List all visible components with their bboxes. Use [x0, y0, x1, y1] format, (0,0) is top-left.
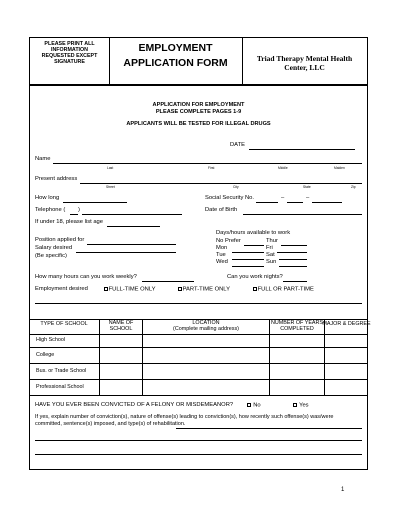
day-mon-label: Mon [216, 245, 228, 251]
company-name-line-2: Center, LLC [284, 63, 325, 72]
company-cell [242, 38, 367, 84]
dob-label: Date of Birth [205, 207, 238, 213]
education-header-type-text: TYPE OF SCHOOL [40, 321, 88, 327]
checkbox-icon[interactable] [253, 287, 257, 291]
day-sat-label: Sat [266, 252, 275, 258]
name-sub-middle: Middle [278, 166, 288, 170]
day-tue-label: Tue [216, 252, 226, 258]
education-cell-input[interactable] [325, 335, 368, 348]
education-cell-input[interactable] [270, 364, 325, 380]
name-sub-maiden: Maiden [334, 166, 345, 170]
present-address-field[interactable] [80, 183, 362, 184]
intro-line-3: APPLICANTS WILL BE TESTED FOR ILLEGAL DRUGS [126, 121, 271, 127]
education-header-location-line-1: LOCATION [192, 320, 220, 326]
form-title-line-2: APPLICATION FORM [123, 57, 228, 69]
education-header-years-line-2: COMPLETED [280, 326, 314, 332]
name-label: Name [35, 156, 51, 162]
day-wed-field[interactable] [232, 266, 264, 267]
position-label: Position applied for [35, 237, 85, 243]
section-divider [35, 303, 362, 304]
ssn-field-3[interactable] [312, 202, 342, 203]
education-cell-input[interactable] [100, 335, 143, 348]
conviction-explain-field[interactable] [176, 428, 362, 429]
day-sun-field[interactable] [279, 266, 307, 267]
notice-cell [30, 38, 110, 84]
date-field[interactable] [249, 149, 355, 150]
notice-line-4: SIGNATURE [54, 59, 85, 65]
conviction-option-no[interactable] [247, 403, 261, 409]
option-full-time-label: FULL-TIME ONLY [108, 286, 156, 293]
ssn-dash-1: – [281, 195, 285, 201]
nights-label: Can you work nights? [227, 274, 283, 280]
education-cell-input[interactable] [143, 364, 270, 380]
page-number: 1 [341, 487, 345, 493]
education-cell-input[interactable] [270, 348, 325, 364]
option-full-or-part-time[interactable] [253, 287, 314, 293]
education-header-name-line-1: NAME OF [108, 320, 134, 326]
header-box [29, 37, 368, 85]
address-sub-zip: Zip [351, 185, 356, 189]
conviction-explain-line-1: If yes, explain number of conviction(s), nature of offense(s) leading to conviction(s), how recently such offense(s) was/were [35, 414, 334, 420]
ssn-field-1[interactable] [256, 202, 278, 203]
checkbox-icon[interactable] [104, 287, 108, 291]
ssn-dash-2: – [306, 195, 310, 201]
address-sub-city: City [233, 185, 239, 189]
table-row [29, 364, 100, 380]
conviction-option-yes[interactable] [293, 403, 309, 409]
day-thur-label: Thur [266, 238, 278, 244]
nights-field[interactable] [283, 281, 307, 282]
education-cell-input[interactable] [270, 380, 325, 396]
education-cell-input[interactable] [100, 380, 143, 396]
education-cell-input[interactable] [325, 380, 368, 396]
intro-line-1: APPLICATION FOR EMPLOYMENT [152, 102, 245, 108]
employment-desired-label: Employment desired [35, 286, 88, 292]
education-cell-input[interactable] [325, 348, 368, 364]
notice-line-3: REQUESTED EXCEPT [41, 53, 98, 59]
intro-line-2: PLEASE COMPLETE PAGES 1-9 [155, 109, 242, 115]
education-header-location [143, 320, 270, 335]
ssn-label: Social Security No. [205, 195, 254, 201]
education-header-name-line-2: SCHOOL [109, 326, 133, 332]
table-row [29, 380, 100, 396]
day-mon-field[interactable] [232, 252, 264, 253]
education-cell-input[interactable] [143, 335, 270, 348]
hours-weekly-label: How many hours can you work weekly? [35, 274, 137, 280]
table-row [29, 348, 100, 364]
education-header-type [29, 320, 100, 335]
how-long-label: How long [35, 195, 60, 201]
days-hours-label: Days/hours available to work [216, 230, 291, 236]
under-18-label: If under 18, please list age [35, 219, 103, 225]
conviction-no-label: No [253, 402, 261, 409]
checkbox-icon[interactable] [293, 403, 297, 407]
day-fri-field[interactable] [277, 252, 307, 253]
day-fri-label: Fri [266, 245, 273, 251]
telephone-close-paren: ) [78, 207, 80, 213]
notice-line-2: INFORMATION [51, 47, 88, 53]
education-row-label: Bus. or Trade School [36, 368, 87, 374]
salary-label: Salary desired [35, 245, 73, 251]
option-part-time[interactable] [178, 287, 230, 293]
education-cell-input[interactable] [100, 348, 143, 364]
name-sub-last: Last [107, 166, 114, 170]
education-table [29, 319, 371, 395]
conviction-yes-label: Yes [299, 402, 309, 409]
title-cell [109, 38, 243, 84]
telephone-label: Telephone ( [35, 207, 66, 213]
day-no-prefer-field[interactable] [244, 245, 264, 246]
address-sub-street: Street [106, 185, 115, 189]
conviction-explain-line-2: committed, sentence(s) imposed, and type(s) of rehabilitation. [35, 421, 186, 427]
name-sub-first: First [208, 166, 215, 170]
option-full-time[interactable] [104, 287, 156, 293]
dob-field[interactable] [243, 214, 362, 215]
education-row-label: High School [36, 337, 66, 343]
education-row-label: Professional School [36, 384, 84, 390]
company-name-line-1: Triad Therapy Mental Health [256, 54, 353, 63]
telephone-area-code-field[interactable] [70, 214, 78, 215]
day-thur-field[interactable] [281, 245, 307, 246]
education-header-years-line-1: NUMBER OF YEARS [270, 320, 324, 326]
be-specific-label: (Be specific) [35, 253, 67, 259]
education-cell-input[interactable] [143, 380, 270, 396]
how-long-field[interactable] [63, 202, 127, 203]
education-header-major-text: MAJOR & DEGREE [322, 321, 371, 327]
ssn-field-2[interactable] [287, 202, 303, 203]
option-full-or-part-time-label: FULL OR PART-TIME [257, 286, 314, 293]
option-part-time-label: PART-TIME ONLY [182, 286, 230, 293]
day-wed-label: Wed [216, 259, 228, 265]
hours-weekly-field[interactable] [142, 281, 194, 282]
day-tue-field[interactable] [232, 259, 264, 260]
education-cell-input[interactable] [325, 364, 368, 380]
date-label: DATE [230, 142, 246, 148]
checkbox-icon[interactable] [247, 403, 251, 407]
under-18-age-field[interactable] [107, 226, 160, 227]
education-cell-input[interactable] [270, 335, 325, 348]
address-sub-state: State [303, 185, 311, 189]
notice-line-1: PLEASE PRINT ALL [44, 41, 95, 47]
education-header-location-line-2: (Complete mailing address) [173, 326, 239, 332]
conviction-question: HAVE YOU EVER BEEN CONVICTED OF A FELONY OR MISDEMEANOR? [35, 402, 234, 408]
education-header-name [100, 320, 143, 335]
conviction-explain-field[interactable] [35, 454, 362, 455]
day-sat-field[interactable] [279, 259, 307, 260]
present-address-label: Present address [35, 176, 78, 182]
salary-field[interactable] [76, 252, 176, 253]
telephone-field[interactable] [82, 214, 182, 215]
day-sun-label: Sun [266, 259, 277, 265]
education-cell-input[interactable] [100, 364, 143, 380]
day-no-prefer-label: No Prefer [216, 238, 241, 244]
table-row [29, 335, 100, 348]
name-field[interactable] [53, 163, 362, 164]
education-cell-input[interactable] [143, 348, 270, 364]
form-title-line-1: EMPLOYMENT [138, 42, 213, 54]
checkbox-icon[interactable] [178, 287, 182, 291]
position-field[interactable] [87, 244, 176, 245]
conviction-explain-field[interactable] [35, 440, 362, 441]
education-row-label: College [36, 352, 55, 358]
education-header-major [322, 320, 371, 335]
